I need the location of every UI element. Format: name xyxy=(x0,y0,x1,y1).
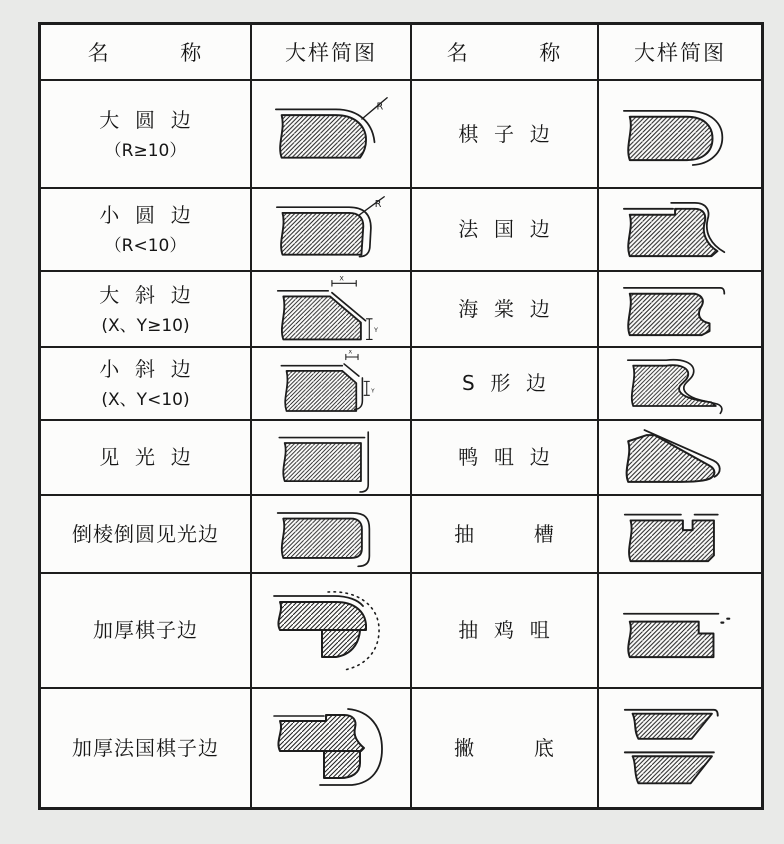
french-edge-diagram xyxy=(616,195,744,264)
svg-text:R: R xyxy=(374,198,382,210)
svg-text:R: R xyxy=(376,100,384,112)
duck-bill-edge-diagram xyxy=(614,425,746,490)
small-round-edge-sub: （R<10） xyxy=(104,236,187,256)
chess-piece-edge-name-cell xyxy=(412,81,597,187)
header-diagram-right xyxy=(599,25,761,79)
s-shaped-edge-diagram-cell xyxy=(599,348,761,419)
svg-text:Y: Y xyxy=(373,325,378,334)
polished-edge-label: 见 光 边 xyxy=(99,445,192,469)
large-bevel-edge-diagram xyxy=(270,274,392,345)
beveled-bottom-label: 撇 底 xyxy=(454,735,555,760)
small-round-edge-diagram xyxy=(269,192,393,268)
chamfer-round-polished-edge-label: 倒棱倒圆见光边 xyxy=(72,521,219,546)
chess-piece-edge-diagram-cell xyxy=(599,81,761,187)
edge-profile-table xyxy=(38,22,764,810)
thickened-french-chess-piece-edge-label: 加厚法国棋子边 xyxy=(72,735,219,760)
large-round-edge-name-cell xyxy=(41,81,250,187)
header-diagram-left-label: 大样简图 xyxy=(285,41,377,65)
header-diagram-right-label: 大样简图 xyxy=(634,41,726,65)
beveled-bottom-name-cell xyxy=(412,689,597,807)
s-shaped-edge-diagram xyxy=(620,351,740,417)
chicken-beak-diagram xyxy=(616,596,744,665)
french-edge-name-cell xyxy=(412,189,597,270)
chicken-beak-name-cell xyxy=(412,574,597,687)
begonia-edge-label: 海 棠 边 xyxy=(458,296,551,321)
svg-text:X: X xyxy=(339,274,344,283)
s-shaped-edge-label: S 形 边 xyxy=(461,371,548,395)
large-round-edge-diagram-cell xyxy=(252,81,410,187)
polished-edge-name-cell xyxy=(41,421,250,494)
large-round-edge-sub: （R≥10） xyxy=(104,140,187,161)
header-name-left-label: 名 称 xyxy=(87,41,204,65)
large-round-edge-diagram xyxy=(268,90,394,179)
chess-piece-edge-diagram xyxy=(616,97,744,172)
small-bevel-edge-label: 小 斜 边 xyxy=(99,357,192,381)
chicken-beak-label: 抽 鸡 咀 xyxy=(458,618,551,642)
duck-bill-edge-name-cell xyxy=(412,421,597,494)
thickened-chess-piece-edge-name-cell xyxy=(41,574,250,687)
header-name-right-label: 名 称 xyxy=(446,41,563,65)
large-bevel-edge-diagram-cell xyxy=(252,272,410,346)
large-round-edge-label: 大 圆 边 xyxy=(99,107,192,132)
large-bevel-edge-label: 大 斜 边 xyxy=(99,282,192,307)
chicken-beak-diagram-cell xyxy=(599,574,761,687)
groove-name-cell xyxy=(412,496,597,572)
polished-edge-diagram xyxy=(272,421,390,494)
polished-edge-diagram-cell xyxy=(252,421,410,494)
groove-diagram xyxy=(617,501,743,567)
chamfer-round-polished-edge-diagram-cell xyxy=(252,496,410,572)
small-round-edge-diagram-cell xyxy=(252,189,410,270)
thickened-chess-piece-edge-diagram-cell xyxy=(252,574,410,687)
beveled-bottom-diagram xyxy=(617,704,743,793)
thickened-chess-piece-edge-label: 加厚棋子边 xyxy=(93,618,198,642)
begonia-edge-name-cell xyxy=(412,272,597,346)
s-shaped-edge-name-cell xyxy=(412,348,597,419)
groove-diagram-cell xyxy=(599,496,761,572)
beveled-bottom-diagram-cell xyxy=(599,689,761,807)
thickened-french-chess-piece-edge-diagram xyxy=(266,705,396,791)
svg-text:X: X xyxy=(348,349,353,355)
groove-label: 抽 槽 xyxy=(454,521,555,546)
thickened-chess-piece-edge-diagram xyxy=(266,588,396,674)
header-name-right xyxy=(412,25,597,79)
chess-piece-edge-label: 棋 子 边 xyxy=(458,121,551,146)
thickened-french-chess-piece-edge-diagram-cell xyxy=(252,689,410,807)
french-edge-diagram-cell xyxy=(599,189,761,270)
small-round-edge-name-cell xyxy=(41,189,250,270)
duck-bill-edge-diagram-cell xyxy=(599,421,761,494)
header-name-left xyxy=(41,25,250,79)
french-edge-label: 法 国 边 xyxy=(458,217,551,241)
small-bevel-edge-sub: (X、Y<10) xyxy=(101,390,190,410)
duck-bill-edge-label: 鸭 咀 边 xyxy=(458,445,551,469)
large-bevel-edge-sub: (X、Y≥10) xyxy=(101,315,190,336)
small-bevel-edge-diagram xyxy=(274,350,388,418)
small-bevel-edge-name-cell xyxy=(41,348,250,419)
chamfer-round-polished-edge-diagram xyxy=(270,498,392,571)
begonia-edge-diagram-cell xyxy=(599,272,761,346)
header-diagram-left xyxy=(252,25,410,79)
thickened-french-chess-piece-edge-name-cell xyxy=(41,689,250,807)
large-bevel-edge-name-cell xyxy=(41,272,250,346)
begonia-edge-diagram xyxy=(616,276,744,343)
small-bevel-edge-diagram-cell xyxy=(252,348,410,419)
svg-text:Y: Y xyxy=(371,388,375,395)
chamfer-round-polished-edge-name-cell xyxy=(41,496,250,572)
small-round-edge-label: 小 圆 边 xyxy=(99,203,192,227)
